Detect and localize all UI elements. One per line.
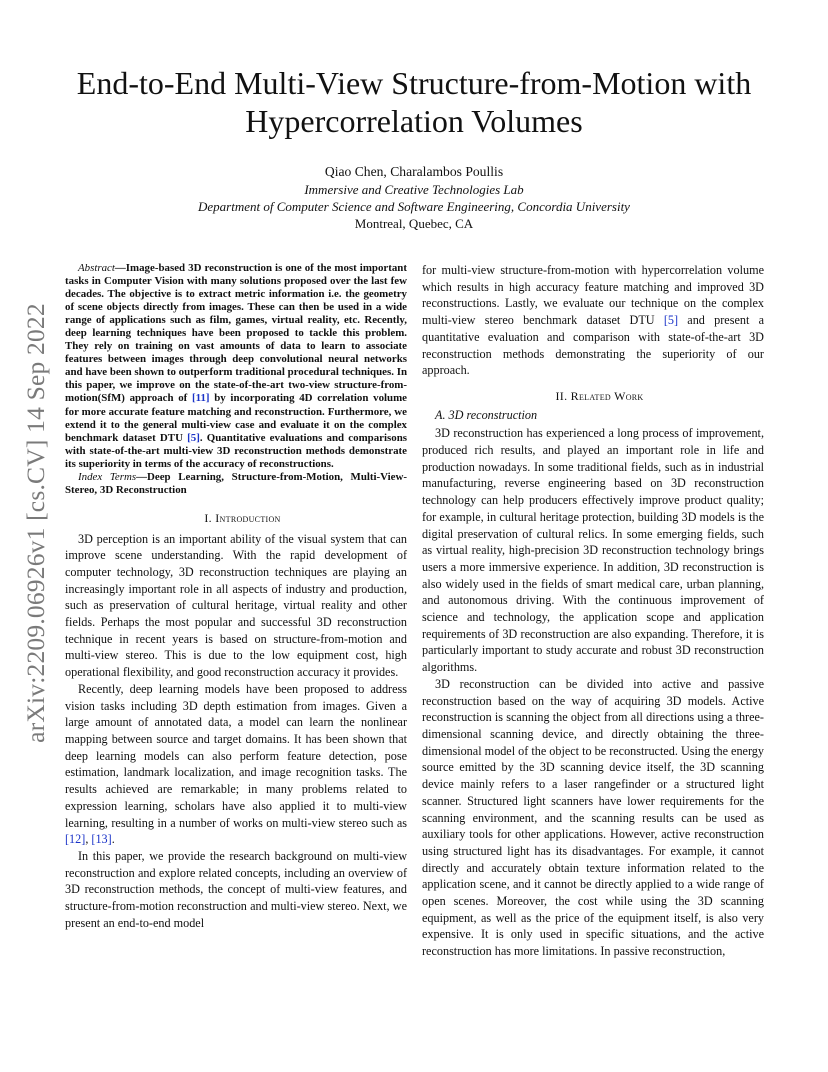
index-terms: —Deep Learning, Structure-from-Motion, Multi-View-Stereo, 3D Reconstruction [65,470,407,496]
paper-title [60,64,768,140]
paragraph: 3D reconstruction has experienced a long process of improvement, produced rich results, and played an important role in life and production nowadays. In some traditional fields, such as in industrial manufacturing, reverse engineering based on 3D reconstruction technology can help producers effectively improve product quality; for example, in cultural heritage protection, building 3D models is the digital preservation of cultural relics. In some emerging fields, such as virtual reality, high-precision 3D reconstruction technology brings users a more immersive experience. In addition, 3D reconstruction is also widely used in the fields of smart medical care, urban planning, and autonomous driving. With the continuous improvement of science and technology, the application scope and application requirements of 3D reconstruction are also expanding. Therefore, it is particularly important to study accurate and robust 3D reconstruction algorithms. [422,426,764,675]
citation-link[interactable]: [5] [663,313,679,328]
affiliation-city: Montreal, Quebec, CA [354,216,474,231]
affiliation-department: Department of Computer Science and Software Engineering, Concordia University [198,199,630,214]
subsection-heading: A. 3D reconstruction [435,407,538,422]
abstract-text-3: . Quantitative evaluations and comparisons with state-of-the-art multi-view 3D reconstruction methods demonstrate its superiority in terms of the accuracy of reconstructions. [65,431,407,470]
abstract-label: Abstract [78,262,115,274]
paragraph-continued: for multi-view structure-from-motion with hypercorrelation volume which results in high accuracy feature matching and improved 3D reconstructions. Lastly, we evaluate our technique on the complex multi-view stereo benchmark dataset DTU [5] and present a quantitative evaluation and comparison with state-of-the-art 3D reconstruction methods demonstrating the superiority of our approach. [422,263,765,378]
authors: Qiao Chen, Charalambos Poullis [324,164,504,179]
section-heading-introduction: I. Introduction [204,510,281,525]
title-line-2: Hypercorrelation Volumes [245,103,583,139]
introduction [65,510,407,932]
affiliation-lab: Immersive and Creative Technologies Lab [304,182,524,197]
left-column [65,262,407,931]
citation-link[interactable]: [13] [91,832,112,847]
citation-link[interactable]: [12] [65,832,86,847]
index-terms-label: Index Terms [78,470,137,483]
abstract-text-2: by incorporating 4D correlation volume for more accurate feature matching and reconstruction. Furthermore, we extend it to the general multi-view case and evaluate it on the complex benchmark dataset DTU [65,392,407,444]
citation-link[interactable]: [5] [187,431,200,444]
right-column [422,262,764,960]
section-heading-related-work: II. Related Work [555,388,644,403]
abstract [65,262,407,497]
paragraph: In this paper, we provide the research background on multi-view reconstruction and explore related concepts, including an overview of 3D reconstruction methods, the concept of multi-view features, and structure-from-motion reconstruction and multi-view stereo. Next, we present an end-to-end model [65,848,407,930]
paragraph: 3D reconstruction can be divided into active and passive reconstruction based on the way of acquiring 3D models. Active reconstruction is scanning the object from all directions using a three-dimensional scanning device, and directly obtaining the three-dimensional model of the object to be reconstructed. Using the energy source emitted by the 3D scanning device itself, the 3D scanning device mainly refers to a laser rangefinder or a structured light scanner. Structured light scanners have lower requirements for the scanning environment, and the scanning results can be used as auxiliary tools for other applications. However, active reconstruction using structured light has its disadvantages. For example, it cannot directly and accurately obtain texture information related to the application scene, and it cannot be directly applied to a wide range of open scenes. Moreover, the cost while using the 3D scanning equipment, as well as the price of the equipment itself, is also very expensive. It is only used in specific situations, and the active reconstruction has more limitations. In passive reconstruction, [422,676,764,959]
paragraph: Recently, deep learning models have been proposed to address vision tasks including 3D depth estimation from images. Given a large amount of annotated data, a model can learn the nonlinear mapping between source and target domains. It has been shown that deep learning models can also perform feature detection, pose estimation, landmark localization, and image recognition tasks. The results achieved are remarkable; in many problems related to expression learning, scholars have also applied it to multi-view learning, resulting in a number of works on multi-view stereo such as [12], [13]. [65,681,407,847]
citation-link[interactable]: [11] [192,392,210,405]
paragraph: 3D perception is an important ability of the visual system that can improve scene understanding. With the rapid development of computer technology, 3D reconstruction techniques are playing an increasingly important role in all aspects of industry and production, such as preservation of cultural heritage, virtual reality and other fields. Perhaps the most popular and successful 3D reconstruction technique in recent years is based on structure-from-motion and multi-view stereo. This is due to the low equipment cost, high operational flexibility, and good reconstruction accuracy it provides. [65,531,407,680]
abstract-text-1: —Image-based 3D reconstruction is one of the most important tasks in Computer Vision with many solutions proposed over the last few decades. The objective is to extract metric information i.e. the geometry of scene objects directly from images. These can then be used in a wide range of applications such as film, games, virtual reality, etc. Recently, deep learning techniques have been proposed to tackle this problem. They rely on training on vast amounts of data to learn to associate features between images through deep convolutional neural networks and have been shown to outperform traditional procedural techniques. In this paper, we improve on the state-of-the-art two-view structure-from-motion(SfM) approach of [65,262,407,405]
title-line-1: End-to-End Multi-View Structure-from-Motion with [76,65,752,101]
arxiv-stamp [16,285,56,760]
arxiv-stamp-text: arXiv:2209.06926v1 [cs.CV] 14 Sep 2022 [21,302,50,743]
